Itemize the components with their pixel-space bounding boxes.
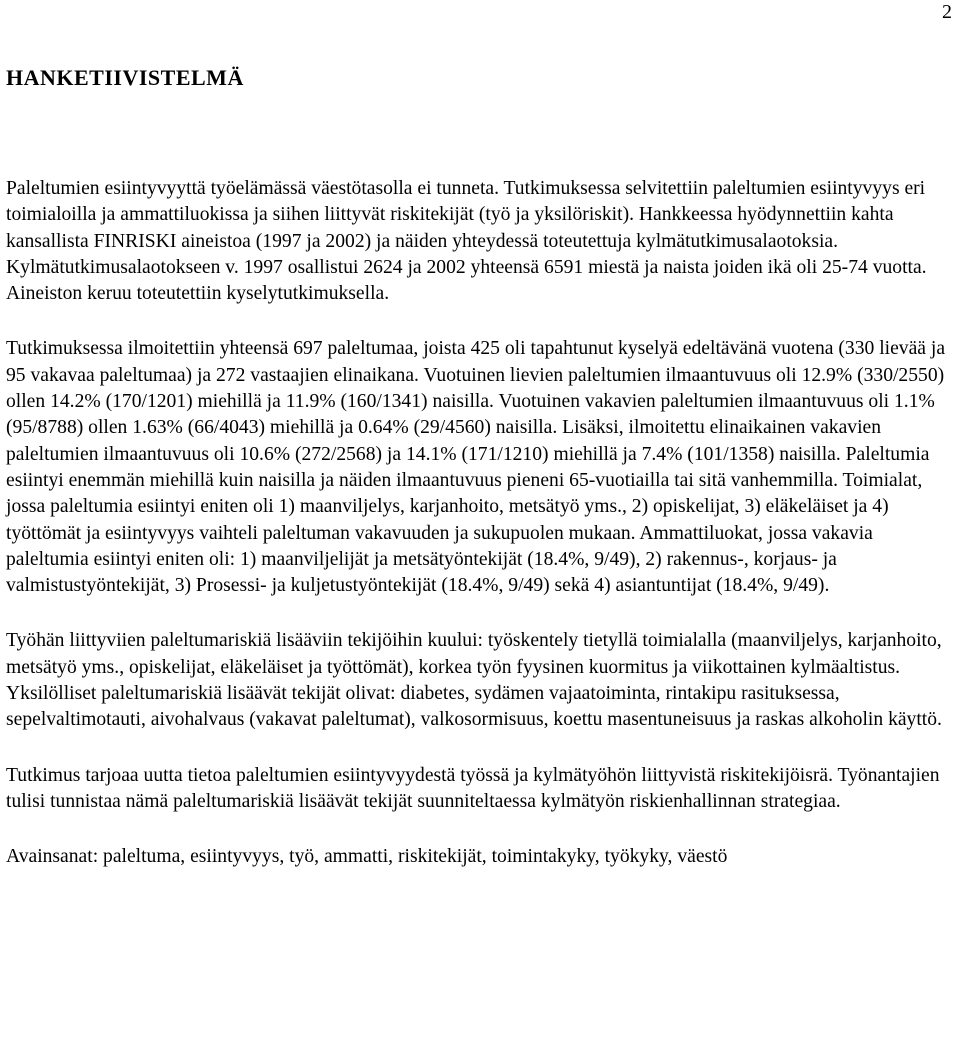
paragraph-keywords: Avainsanat: paleltuma, esiintyvyys, työ, ammatti, riskitekijät, toimintakyky, työkyky, väestö: [6, 846, 728, 868]
paragraph-conclusion: Tutkimus tarjoaa uutta tietoa paleltumien esiintyvyydestä työssä ja kylmätyöhön liittyvistä riskitekijöisrä. Työnantajien tulisi tunnistaa nämä paleltumariskiä lisäävät tekijät suunniteltaessa kylmätyön riskienhallinnan strategiaa.: [6, 764, 940, 812]
paragraph-risk-factors: Työhän liittyviien paleltumariskiä lisääviin tekijöihin kuului: työskentely tietyllä toimialalla (maanviljelys, karjanhoito, metsätyö yms., opiskelijat, eläkeläiset ja työttömät), korkea työn fyysinen kuormitus ja viikottainen kylmäaltistus. Yksilölliset paleltumariskiä lisäävät tekijät olivat: diabetes, sydämen vajaatoiminta, rintakipu rasituksessa, sepelvaltimotauti, aivohalvaus (vakavat paleltumat), valkosormisuus, koettu masentuneisuus ja raskas alkoholin käyttö.: [6, 630, 942, 731]
paragraph-intro: Paleltumien esiintyvyyttä työelämässä väestötasolla ei tunneta. Tutkimuksessa selvitettiin paleltumien esiintyvyys eri toimialoilla ja ammattiluokissa ja siihen liittyvät riskitekijät (työ ja yksilöriskit). Hankkeessa hyödynnettiin kahta kansallista FINRISKI aineistoa (1997 ja 2002) ja näiden yhteydessä toteutettuja kylmätutkimusalaotoksia. Kylmätutkimusalaotokseen v. 1997 osallistui 2624 ja 2002 yhteensä 6591 miestä ja naista joiden ikä oli 25-74 vuotta. Aineiston keruu toteutettiin kyselytutkimuksella.: [6, 178, 927, 305]
page-number: 2: [942, 1, 952, 23]
page-heading: HANKETIIVISTELMÄ: [6, 65, 244, 90]
document-body: [6, 176, 954, 871]
paragraph-results: Tutkimuksessa ilmoitettiin yhteensä 697 paleltumaa, joista 425 oli tapahtunut kyselyä edeltävänä vuotena (330 lievää ja 95 vakavaa paleltumaa) ja 272 vastaajien elinaikana. Vuotuinen lievien paleltumien ilmaantuvuus oli 12.9% (330/2550) ollen 14.2% (170/1201) miehillä ja 11.9% (160/1341) naisilla. Vuotuinen vakavien paleltumien ilmaantuvuus oli 1.1% (95/8788) ollen 1.63% (66/4043) miehillä ja 0.64% (29/4560) naisilla. Lisäksi, ilmoitettu elinaikainen vakavien paleltumien ilmaantuvuus oli 10.6% (272/2568) ja 14.1% (171/1210) miehillä ja 7.4% (101/1358) naisilla. Paleltumia esiintyi enemmän miehillä kuin naisilla ja näiden ilmaantuvuus pieneni 65-vuotiailla tai sitä vanhemmilla. Toimialat, jossa paleltumia esiintyi eniten oli 1) maanviljelys, karjanhoito, metsätyö yms., 2) opiskelijat, 3) eläkeläiset ja 4) työttömät ja esiintyvyys vaihteli paleltuman vakavuuden ja sukupuolen mukaan. Ammattiluokat, jossa vakavia paleltumia esiintyi eniten oli: 1) maanviljelijät ja metsätyöntekijät (18.4%, 9/49), 2) rakennus-, korjaus- ja valmistustyöntekijät, 3) Prosessi- ja kuljetustyöntekijät (18.4%, 9/49) sekä 4) asiantuntijat (18.4%, 9/49).: [6, 338, 946, 597]
